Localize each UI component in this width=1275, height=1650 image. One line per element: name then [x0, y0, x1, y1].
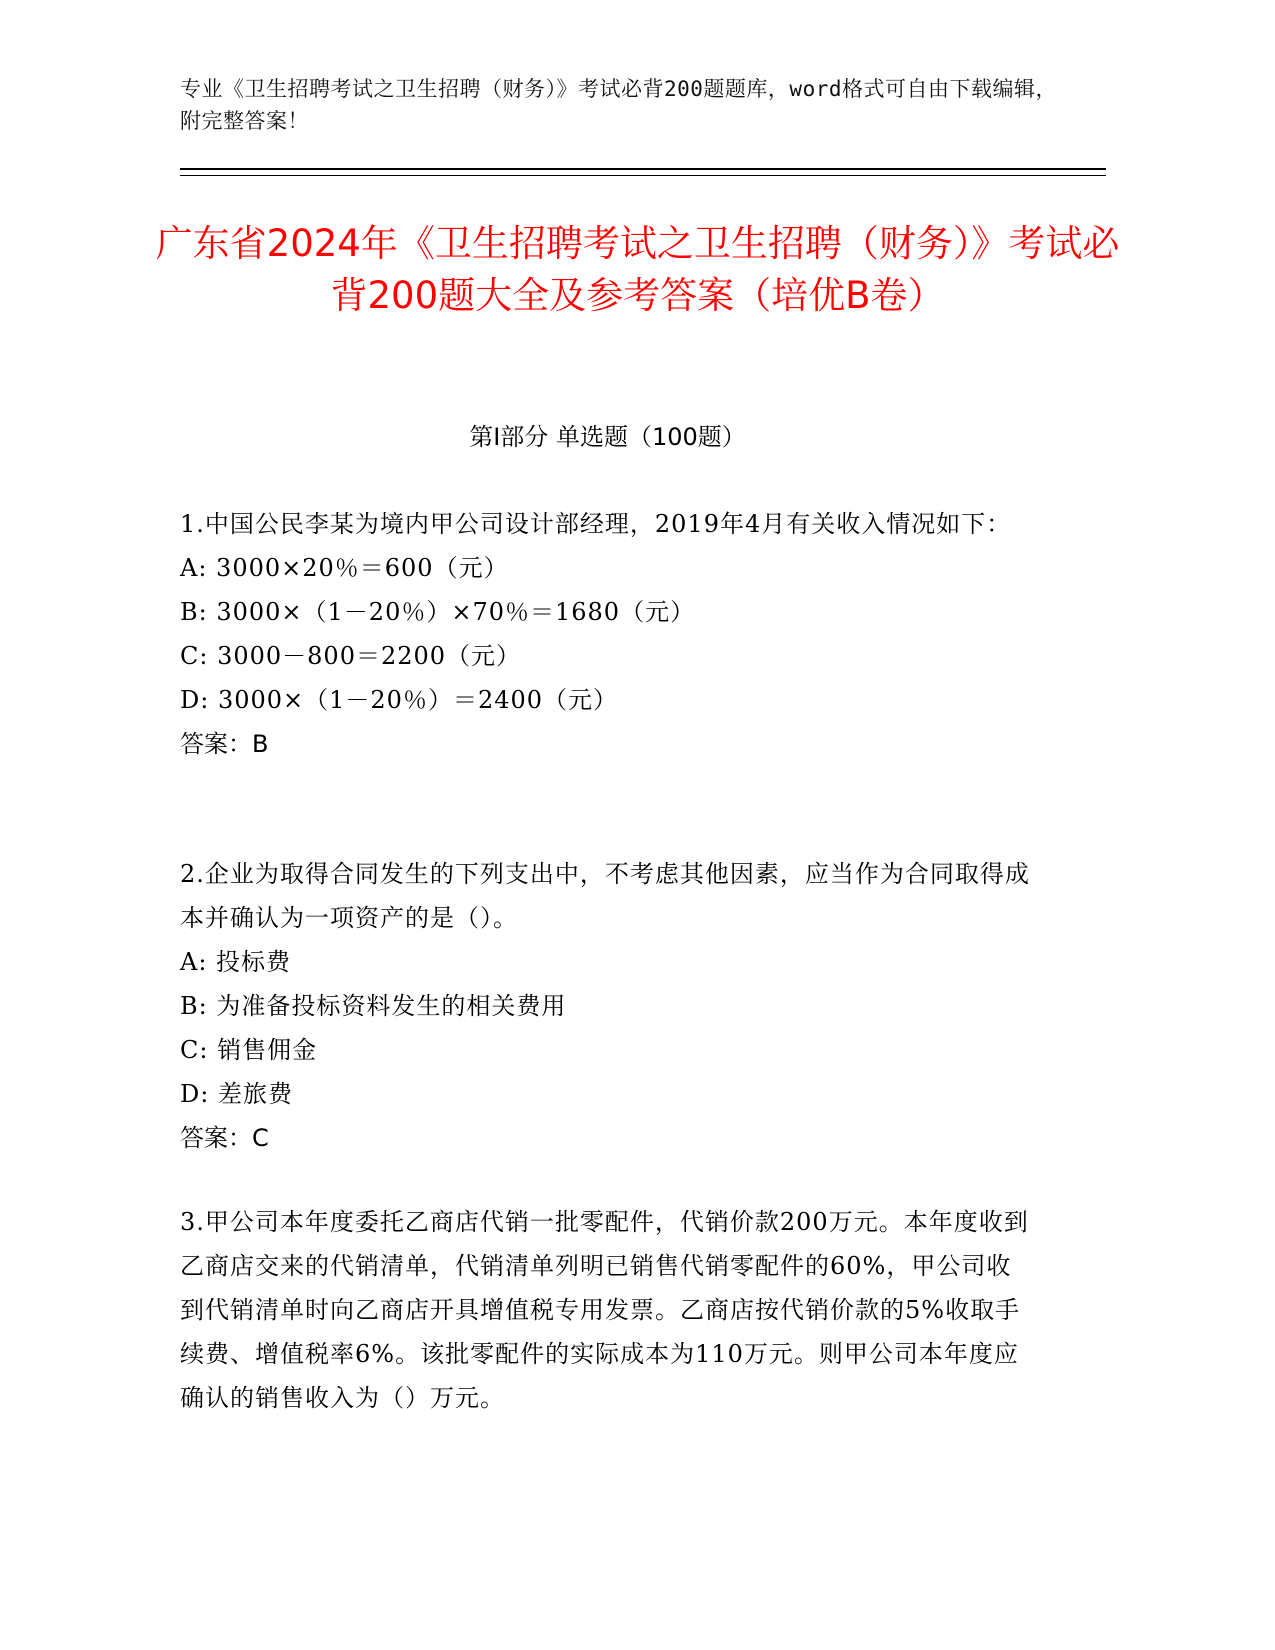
question-stem: 1.中国公民李某为境内甲公司设计部经理，2019年4月有关收入情况如下： [180, 510, 1012, 538]
option-d: D: 差旅费 [180, 1080, 293, 1108]
question-3 [180, 1200, 1030, 1420]
option-a: A: 3000×20％＝600（元） [180, 554, 509, 582]
document-title: 广东省2024年《卫生招聘考试之卫生招聘（财务）》考试必背200题大全及参考答案（培优B卷） [155, 222, 1120, 317]
option-a: A: 投标费 [180, 948, 292, 976]
header-divider-thin [180, 175, 1106, 176]
option-c: C: 3000－800＝2200（元） [180, 642, 522, 670]
answer-line: 答案：C [180, 1124, 269, 1152]
question-stem: 2.企业为取得合同发生的下列支出中，不考虑其他因素，应当作为合同取得成本并确认为一项资产的是（）。 [180, 860, 1030, 932]
answer-line: 答案：B [180, 730, 269, 758]
option-c: C: 销售佣金 [180, 1036, 318, 1064]
option-d: D: 3000×（1－20％）＝2400（元） [180, 686, 619, 714]
header-note: 专业《卫生招聘考试之卫生招聘（财务）》考试必背200题题库，word格式可自由下载编辑，附完整答案！ [180, 77, 1057, 133]
question-1 [180, 502, 1030, 766]
question-stem: 3.甲公司本年度委托乙商店代销一批零配件，代销价款200万元。本年度收到乙商店交来的代销清单，代销清单列明已销售代销零配件的60%，甲公司收到代销清单时向乙商店开具增值税专用发票。乙商店按代销价款的5%收取手续费、增值税率6%。该批零配件的实际成本为110万元。则甲公司本年度应确认的销售收入为（）万元。 [180, 1208, 1029, 1412]
option-b: B: 为准备投标资料发生的相关费用 [180, 992, 567, 1020]
header-divider-thick [180, 168, 1106, 170]
question-2 [180, 852, 1030, 1160]
section-heading: 第Ⅰ部分 单选题（100题） [469, 423, 746, 451]
option-b: B: 3000×（1－20％）×70％＝1680（元） [180, 598, 696, 626]
